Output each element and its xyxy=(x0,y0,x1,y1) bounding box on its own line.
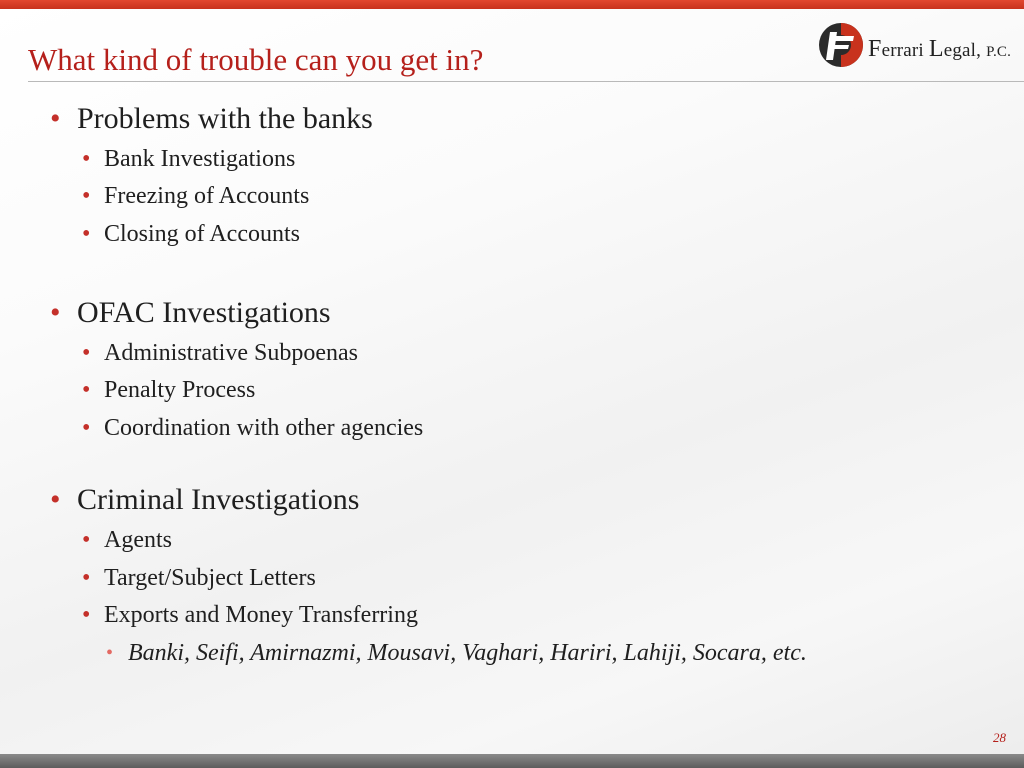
bullet-case-names: Banki, Seifi, Amirnazmi, Mousavi, Vaghari, Hariri, Lahiji, Socara, etc. xyxy=(128,640,807,666)
bullet-dot-icon: • xyxy=(50,483,61,516)
bullet-ofac-investigations: OFAC Investigations xyxy=(77,296,331,329)
bullet-dot-icon: • xyxy=(50,102,61,135)
bullet-dot-icon: • xyxy=(82,146,91,172)
logo-text-pc: P.C. xyxy=(986,44,1012,60)
bullet-dot-icon: • xyxy=(82,565,91,591)
bullet-coordination-with-agencies: Coordination with other agencies xyxy=(104,415,424,441)
logo-text-errari: errari xyxy=(881,40,929,61)
bullet-administrative-subpoenas: Administrative Subpoenas xyxy=(104,340,358,366)
logo-text-egal: egal, xyxy=(943,40,987,61)
bullet-agents: Agents xyxy=(104,527,172,553)
bullet-criminal-investigations: Criminal Investigations xyxy=(77,483,360,516)
page-number: 28 xyxy=(993,730,1006,745)
bullet-dot-icon: • xyxy=(82,602,91,628)
bullet-exports-money-transferring: Exports and Money Transferring xyxy=(104,602,418,628)
logo-letter-f: F xyxy=(868,36,882,62)
slide-title: What kind of trouble can you get in? xyxy=(28,42,484,77)
bullet-dot-icon: • xyxy=(82,183,91,209)
bullet-dot-icon: • xyxy=(82,415,91,441)
bullet-problems-with-banks: Problems with the banks xyxy=(77,102,373,135)
bullet-penalty-process: Penalty Process xyxy=(104,377,256,403)
bullet-bank-investigations: Bank Investigations xyxy=(104,146,296,172)
bullet-dot-icon: • xyxy=(82,221,91,247)
bottom-bar xyxy=(0,754,1024,768)
logo-letter-l: L xyxy=(928,36,944,62)
bullet-dot-icon: • xyxy=(82,527,91,553)
bullet-closing-of-accounts: Closing of Accounts xyxy=(104,221,300,247)
bullet-dot-icon: • xyxy=(106,642,114,664)
bullet-freezing-of-accounts: Freezing of Accounts xyxy=(104,183,310,209)
bullet-target-subject-letters: Target/Subject Letters xyxy=(104,565,316,591)
bullet-dot-icon: • xyxy=(82,340,91,366)
bullet-dot-icon: • xyxy=(82,377,91,403)
bullet-dot-icon: • xyxy=(50,296,61,329)
